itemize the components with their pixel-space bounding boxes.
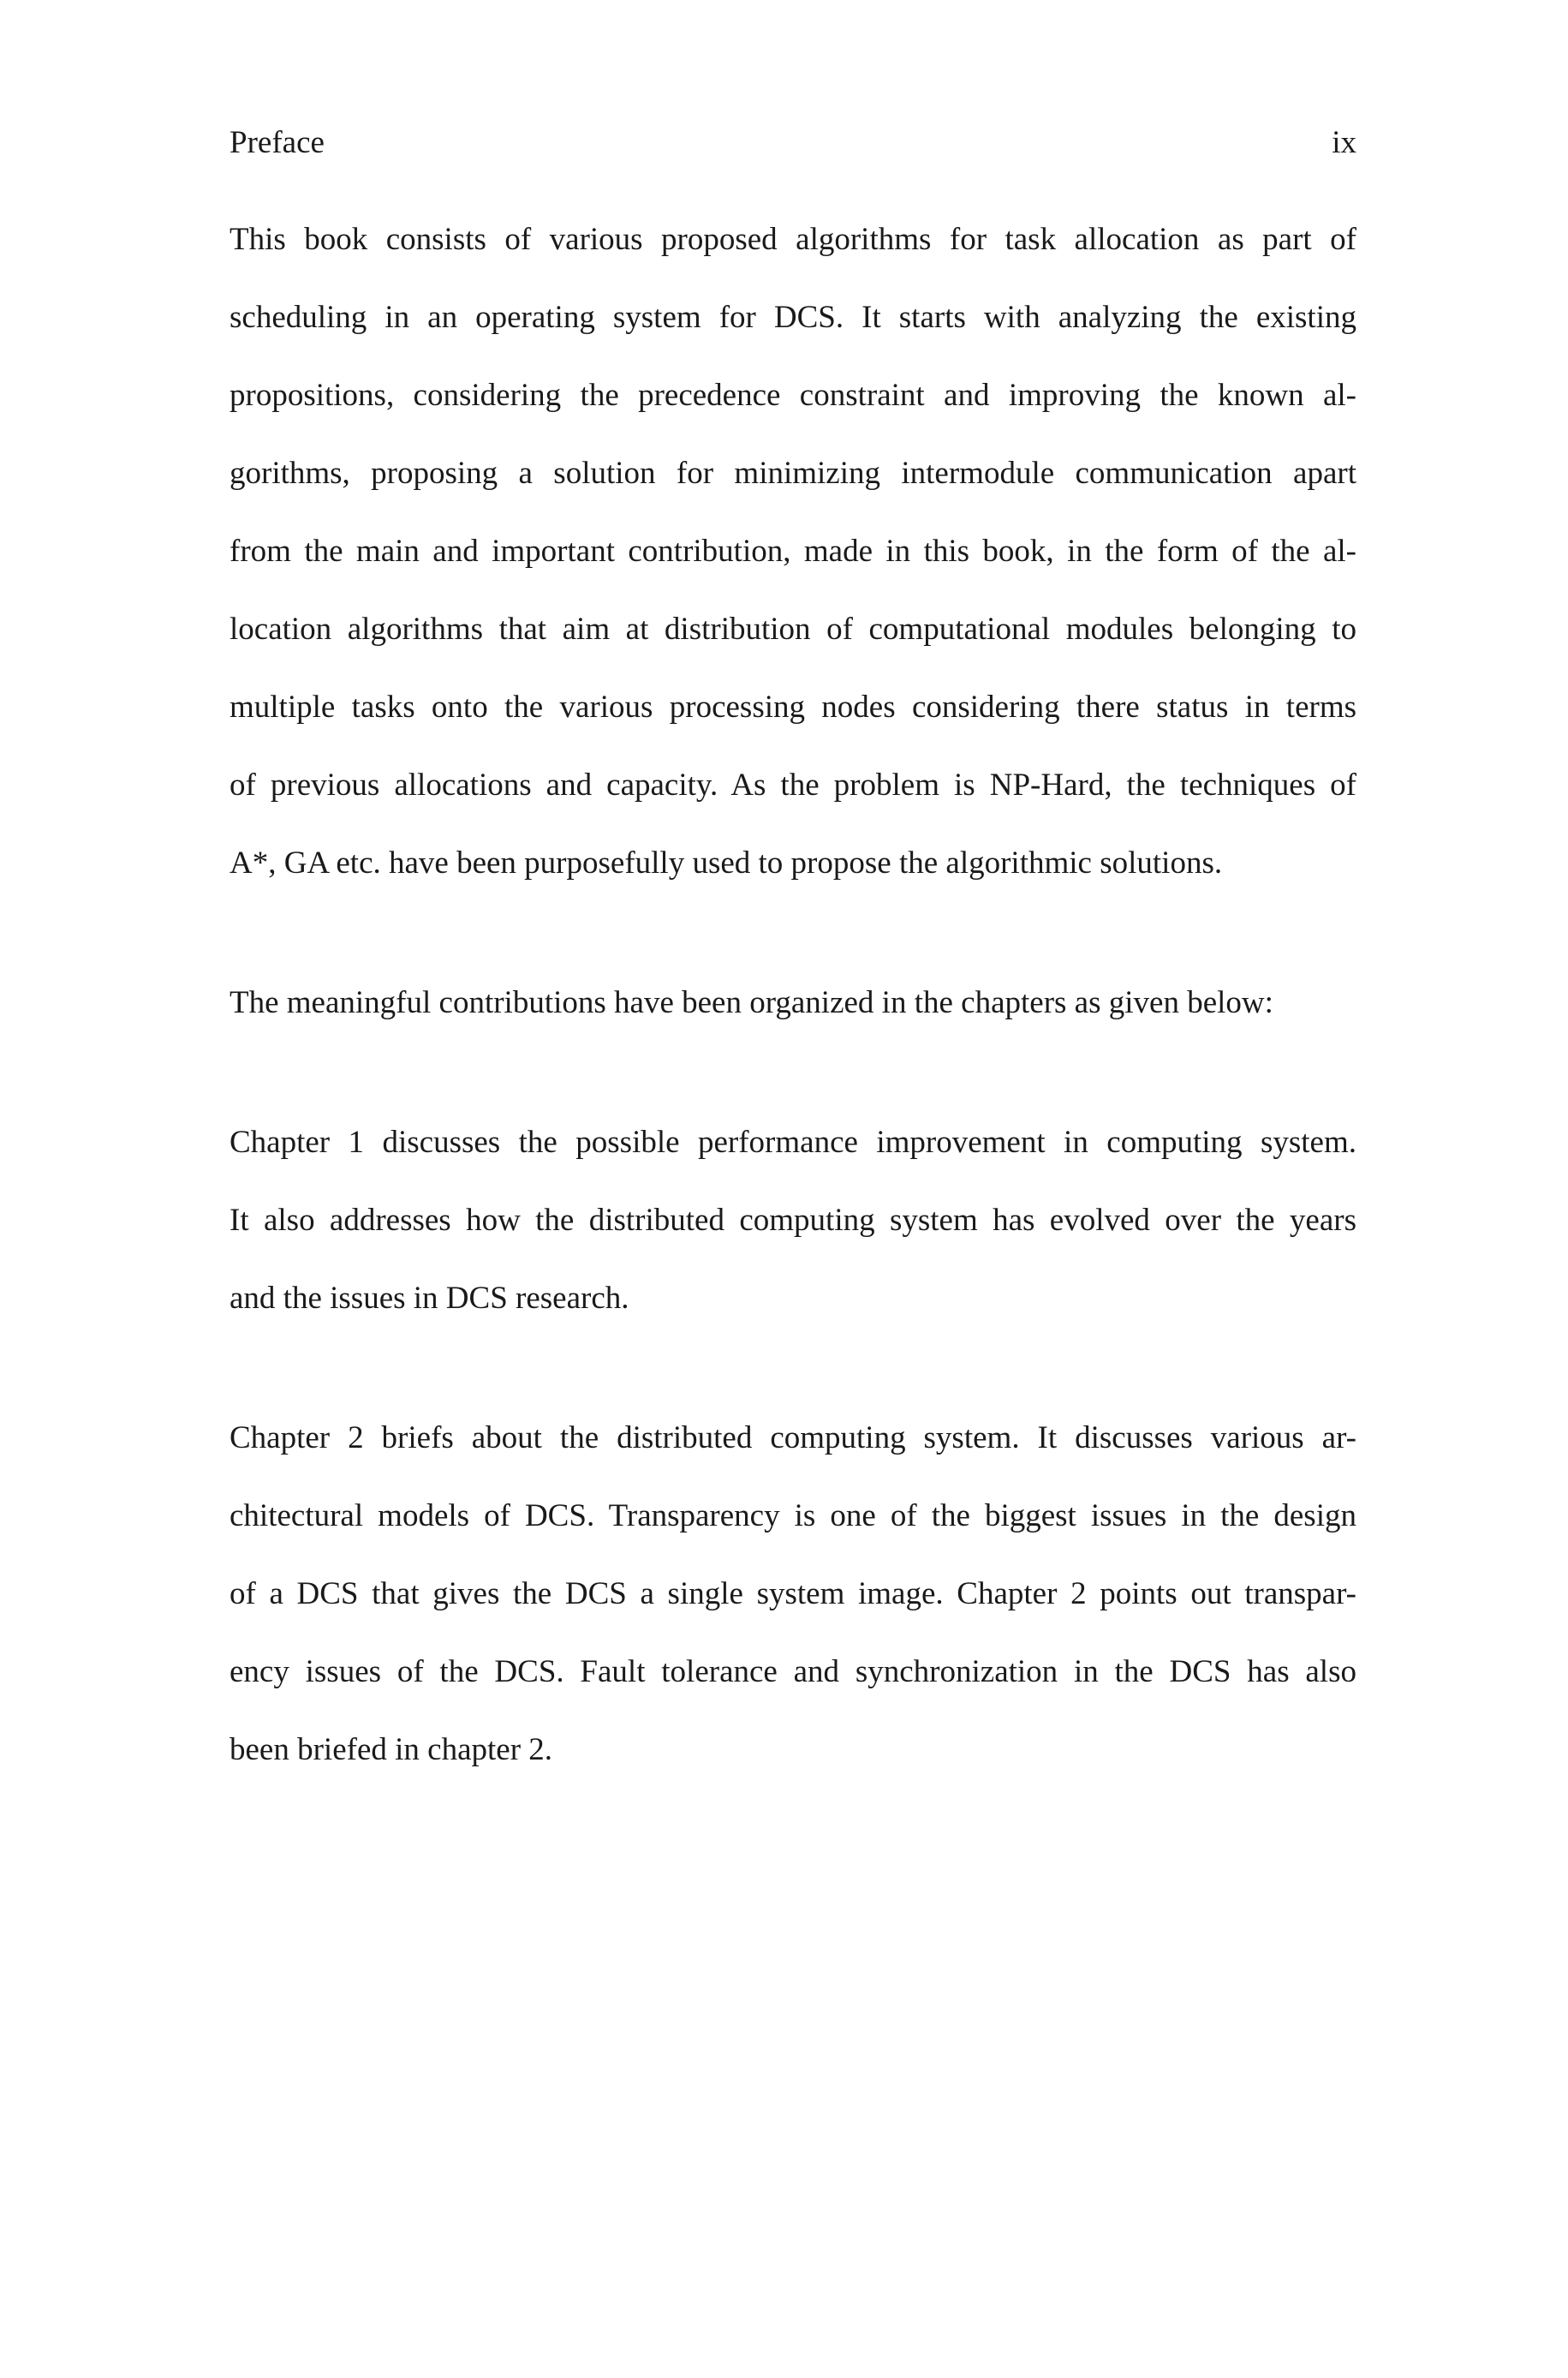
text-line: gorithms, proposing a solution for minimizing intermodule communication apart (230, 456, 1356, 491)
paragraph-intro (230, 200, 1356, 902)
paragraph-chapter-2 (230, 1399, 1356, 1789)
page-number: ix (1332, 125, 1356, 160)
paragraph-contributions (230, 964, 1356, 1042)
text-line: It also addresses how the distributed computing system has evolved over the years (230, 1203, 1356, 1238)
text-line: Chapter 2 briefs about the distributed computing system. It discusses various ar- (230, 1420, 1356, 1455)
text-line: of previous allocations and capacity. As the problem is NP-Hard, the techniques of (230, 768, 1356, 803)
text-line: The meaningful contributions have been organized in the chapters as given below: (230, 985, 1273, 1020)
text-line: from the main and important contribution, made in this book, in the form of the al- (230, 534, 1356, 569)
text-line: Chapter 1 discusses the possible performance improvement in computing system. (230, 1125, 1356, 1160)
text-line: of a DCS that gives the DCS a single system image. Chapter 2 points out transpar- (230, 1576, 1356, 1611)
text-line: location algorithms that aim at distribution of computational modules belonging to (230, 612, 1356, 647)
text-line: scheduling in an operating system for DCS. It starts with analyzing the existing (230, 300, 1356, 335)
text-line: and the issues in DCS research. (230, 1281, 629, 1316)
text-line: chitectural models of DCS. Transparency is one of the biggest issues in the design (230, 1498, 1356, 1533)
text-line: propositions, considering the precedence constraint and improving the known al- (230, 378, 1356, 413)
text-line: ency issues of the DCS. Fault tolerance and synchronization in the DCS has also (230, 1654, 1356, 1689)
header-section-title: Preface (230, 125, 325, 160)
text-line: been briefed in chapter 2. (230, 1732, 553, 1767)
running-header (230, 122, 1356, 164)
text-line: This book consists of various proposed algorithms for task allocation as part of (230, 222, 1356, 257)
page-body (230, 200, 1356, 1789)
text-line: A*, GA etc. have been purposefully used to propose the algorithmic solutions. (230, 845, 1223, 881)
paragraph-chapter-1 (230, 1103, 1356, 1337)
text-line: multiple tasks onto the various processing nodes considering there status in terms (230, 690, 1356, 725)
